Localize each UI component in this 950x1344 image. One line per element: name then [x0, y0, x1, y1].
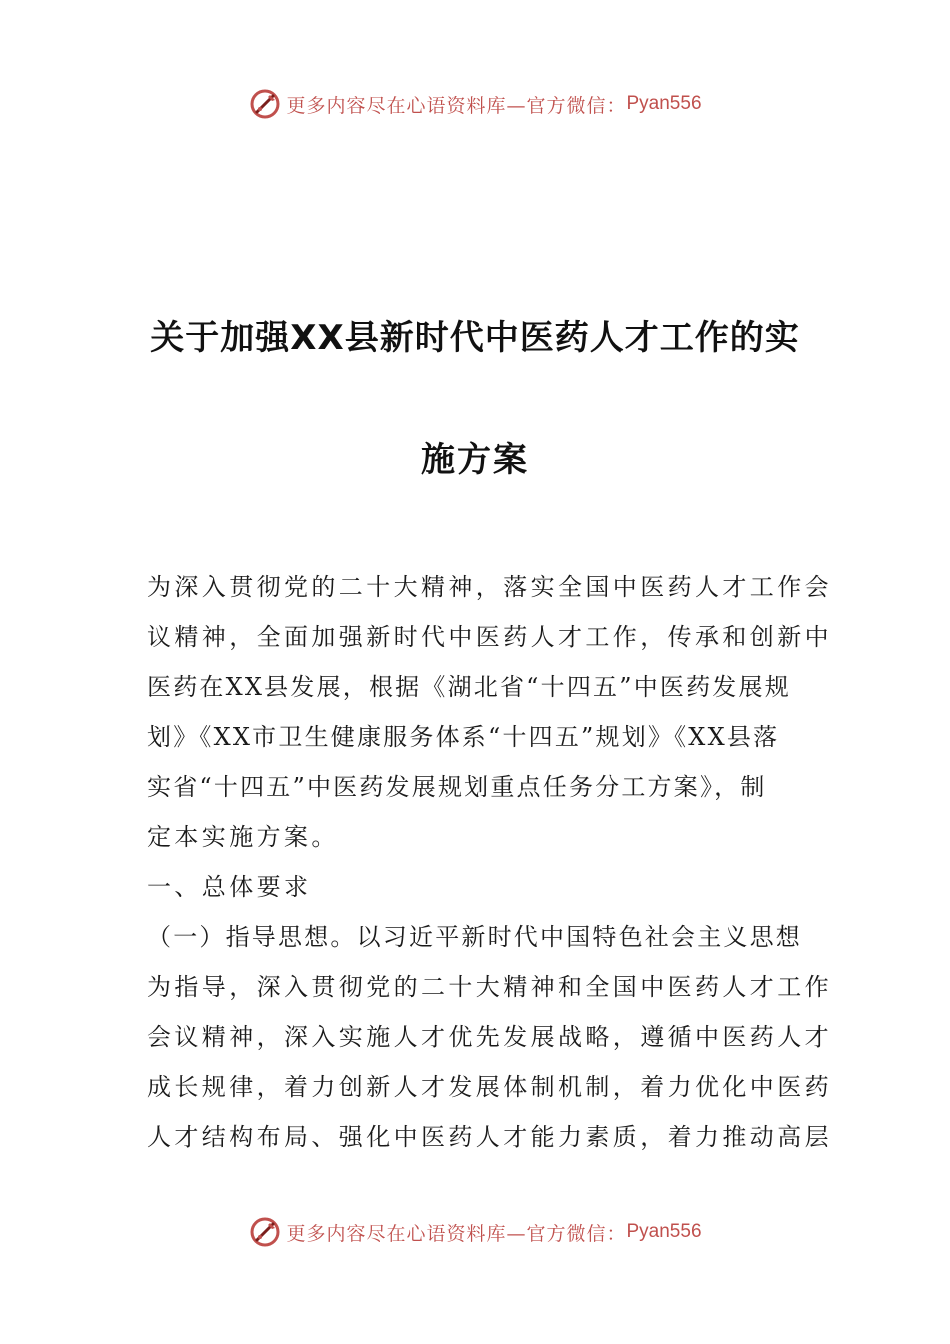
- watermark-wechat-id: Pyan556: [626, 1221, 702, 1242]
- document-body: [147, 562, 832, 1162]
- body-line: 医药在XX县发展，根据《湖北省“十四五”中医药发展规: [147, 673, 791, 701]
- body-line: 为指导，深入贯彻党的二十大精神和全国中医药人才工作: [147, 973, 832, 1001]
- watermark-header: [0, 84, 950, 124]
- watermark-text: 更多内容尽在心语资料库—官方微信：: [286, 94, 627, 117]
- section-heading: 一、总体要求: [147, 873, 312, 901]
- body-line: 实省“十四五”中医药发展规划重点任务分工方案》，制: [147, 773, 767, 801]
- watermark-text: 更多内容尽在心语资料库—官方微信：: [286, 1222, 627, 1245]
- body-line: （一）指导思想。以习近平新时代中国特色社会主义思想: [147, 923, 802, 951]
- body-line: 为深入贯彻党的二十大精神，落实全国中医药人才工作会: [147, 573, 832, 601]
- body-line: 人才结构布局、强化中医药人才能力素质，着力推动高层: [147, 1123, 832, 1151]
- document-title-line-2: 施方案: [421, 440, 529, 480]
- pen-circle-logo-icon: [248, 87, 282, 121]
- pen-circle-logo-icon: [248, 1215, 282, 1249]
- body-line: 划》《XX市卫生健康服务体系“十四五”规划》《XX县落: [147, 723, 780, 751]
- body-line: 会议精神，深入实施人才优先发展战略，遵循中医药人才: [147, 1023, 832, 1051]
- body-line: 定本实施方案。: [147, 823, 339, 851]
- document-title-line-1: 关于加强XX县新时代中医药人才工作的实: [150, 318, 800, 358]
- watermark-footer: [0, 1212, 950, 1252]
- watermark-wechat-id: Pyan556: [626, 93, 702, 114]
- body-line: 议精神，全面加强新时代中医药人才工作，传承和创新中: [147, 623, 832, 651]
- body-line: 成长规律，着力创新人才发展体制机制，着力优化中医药: [147, 1073, 832, 1101]
